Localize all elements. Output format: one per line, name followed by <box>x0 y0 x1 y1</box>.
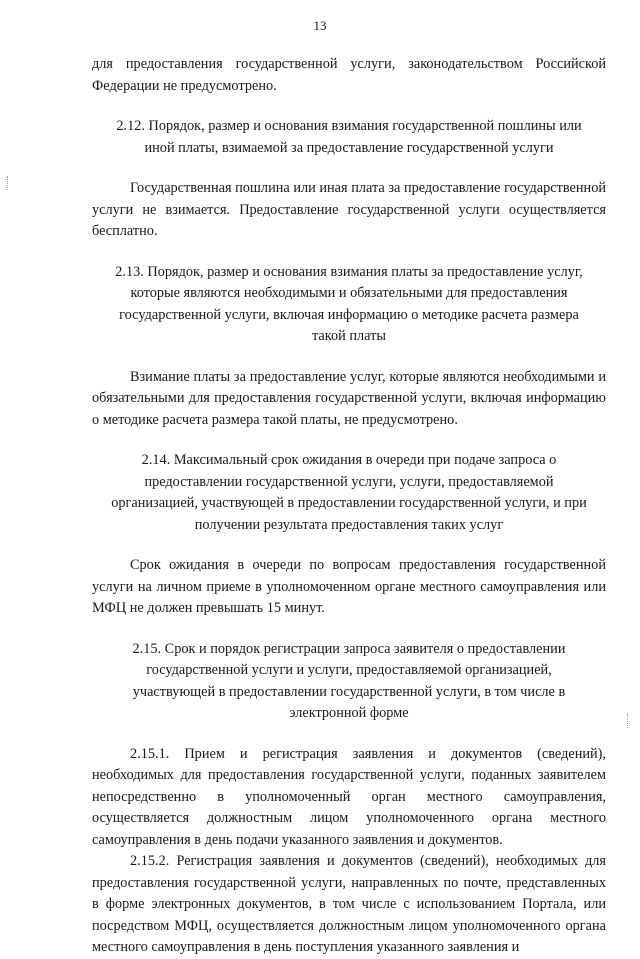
section-heading-2-15: 2.15. Срок и порядок регистрации запроса заявителя о предоставлении государственной услуги и услуги, предоставляемой организацией, участвующей в предоставлении государственной услуги, в том числе в электронной форме <box>132 640 566 721</box>
page-number: 13 <box>313 18 327 33</box>
continued-paragraph: для предоставления государственной услуги, законодательством Российской Федерации не предусмотрено. <box>92 56 606 94</box>
margin-mark <box>7 176 9 190</box>
section-text-2-15-2: 2.15.2. Регистрация заявления и документов (сведений), необходимых для предоставления государственной услуги, направленных по почте, представленных в форме электронных документов, в том числе с использованием Портала, или посредством МФЦ, осуществляется должностным лицом уполномоченного органа местного самоуправления в день поступления указанного заявления и <box>92 853 606 955</box>
section-heading-2-13: 2.13. Порядок, размер и основания взимания платы за предоставление услуг, которые являются необходимыми и обязательными для предоставления государственной услуги, включая информацию о методике расчета размера такой платы <box>115 263 583 344</box>
section-text-2-14: Срок ожидания в очереди по вопросам предоставления государственной услуги на личном приеме в уполномоченном органе местного самоуправления или МФЦ не должен превышать 15 минут. <box>92 557 606 616</box>
document-body <box>92 54 606 959</box>
section-text-2-15-1: 2.15.1. Прием и регистрация заявления и документов (сведений), необходимых для предоставления государственной услуги, поданных заявителем непосредственно в уполномоченный орган местного самоуправления, осуществляется должностным лицом уполномоченного органа местного самоуправления в день подачи указанного заявления и документов. <box>92 745 606 848</box>
margin-mark <box>627 714 629 728</box>
section-text-2-13: Взимание платы за предоставление услуг, которые являются необходимыми и обязательными для предоставления государственной услуги, включая информацию о методике расчета размера такой платы, не предусмотрено. <box>92 368 606 428</box>
section-heading-2-12: 2.12. Порядок, размер и основания взимания государственной пошлины или иной платы, взимаемой за предоставление государственной услуги <box>116 118 582 156</box>
section-heading-2-14: 2.14. Максимальный срок ожидания в очереди при подаче запроса о предоставлении государственной услуги, услуги, предоставляемой организацией, участвующей в предоставлении государственной услуги, и при получении результата предоставления таких услуг <box>111 452 587 533</box>
section-text-2-12: Государственная пошлина или иная плата за предоставление государственной услуги не взимается. Предоставление государственной услуги осуществляется бесплатно. <box>92 180 606 239</box>
